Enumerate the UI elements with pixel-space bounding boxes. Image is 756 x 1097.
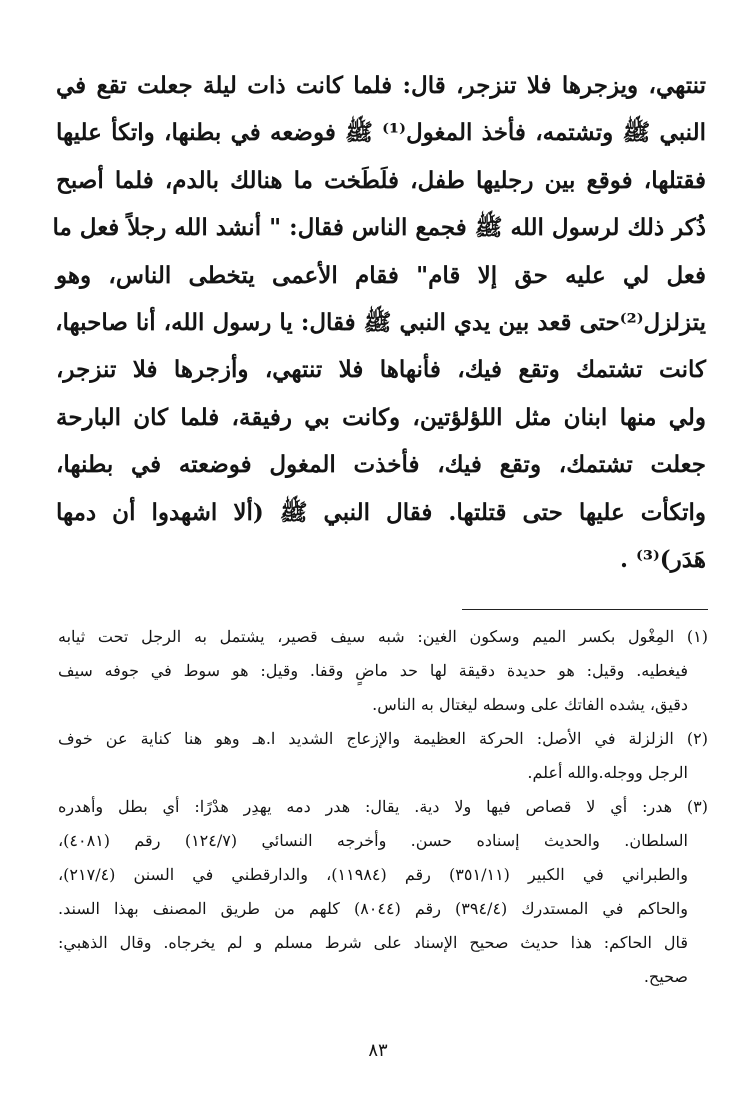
main-text-line: ذُكر ذلك لرسول الله ﷺ فجمع الناس فقال: " أنشد الله رجلاً فعل ما <box>52 214 706 242</box>
main-text-line: واتكأت عليها حتى قتلتها. فقال النبي ﷺ (ألا اشهدوا أن دمها <box>56 498 706 526</box>
main-text-line: تنتهي، ويزجرها فلا تنزجر، قال: فلما كانت ذات ليلة جعلت تقع في <box>56 72 706 99</box>
footnote-line: صحيح. <box>643 967 688 986</box>
main-text-line: جعلت تشتمك، وتقع فيك، فأخذت المغول فوضعته في بطنها، <box>56 451 706 479</box>
main-text-line: كانت تشتمك وتقع فيك، فأنهاها فلا تنتهي، وأزجرها فلا تنزجر، <box>56 356 706 384</box>
main-text-line: ولي منها ابنان مثل اللؤلؤتين، وكانت بي رفيقة، فلما كان البارحة <box>56 403 706 431</box>
footnote-line: والطبراني في الكبير (٣٥١/١١) رقم (١١٩٨٤)، والدارقطني في السنن (٢١٧/٤)، <box>58 865 689 884</box>
footnotes-block <box>58 620 708 994</box>
footnote-line: قال الحاكم: هذا حديث صحيح الإسناد على شرط مسلم و لم يخرجاه. وقال الذهبي: <box>58 933 689 952</box>
main-text-line: هَدَر)⁽³⁾ . <box>620 545 706 573</box>
page-number: ٨٣ <box>368 1040 388 1061</box>
footnote-divider <box>462 609 708 610</box>
main-text-line: فعل لي عليه حق إلا قام" فقام الأعمى يتخطى الناس، وهو <box>56 261 706 289</box>
footnote-line: الرجل ووجله.والله أعلم. <box>527 763 688 782</box>
footnote-line: السلطان. والحديث إسناده حسن. وأخرجه النسائي (١٢٤/٧) رقم (٤٠٨١)، <box>58 831 688 850</box>
footnote-line: فيغطيه. وقيل: هو حديدة دقيقة لها حد ماضٍ وقفا. وقيل: هو سوط في جوفه سيف <box>58 661 688 680</box>
main-text-block <box>52 62 706 583</box>
footnote-line: والحاكم في المستدرك (٣٩٤/٤) رقم (٨٠٤٤) كلهم من طريق المصنف بهذا السند. <box>58 899 689 918</box>
main-text-line: يتزلزل⁽²⁾حتى قعد بين يدي النبي ﷺ فقال: يا رسول الله، أنا صاحبها، <box>55 308 706 336</box>
footnote-line: (٣) هدر: أي لا قصاص فيها ولا دية. يقال: هدر دمه يهدِر هدْرًا: أي بطل وأهدره <box>58 797 708 816</box>
footnote-line: (١) المِغْول بكسر الميم وسكون الغين: شبه سيف قصير، يشتمل به الرجل تحت ثيابه <box>58 627 708 646</box>
footnote-line: دقيق، يشده الفاتك على وسطه ليغتال به الناس. <box>372 695 688 714</box>
main-text-line: فقتلها، فوقع بين رجليها طفل، فلَطَخت ما هنالك بالدم، فلما أصبح <box>56 166 706 194</box>
footnote-line: (٢) الزلزلة في الأصل: الحركة العظيمة والإزعاج الشديد ا.هـ وهو هنا كناية عن خوف <box>58 729 708 748</box>
main-text-line: النبي ﷺ وتشتمه، فأخذ المغول⁽¹⁾ ﷺ فوضعه في بطنها، واتكأ عليها <box>56 119 706 147</box>
